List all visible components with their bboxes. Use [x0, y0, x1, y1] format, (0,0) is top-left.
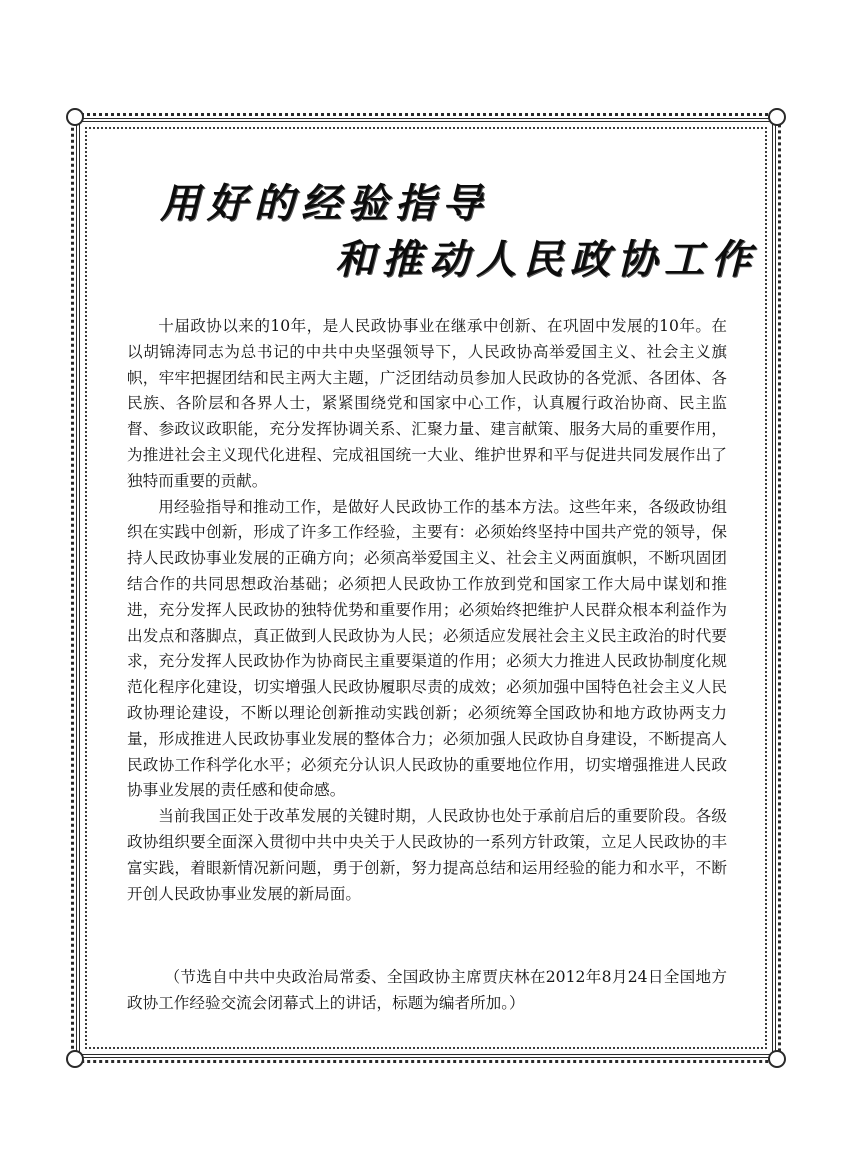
- corner-ornament-icon: [768, 1050, 786, 1068]
- corner-ornament-icon: [66, 1050, 84, 1068]
- corner-ornament-icon: [768, 108, 786, 126]
- page-title-line1: 用好的经验指导: [160, 180, 489, 227]
- source-note-text: （节选自中共中央政治局常委、全国政协主席贾庆林在2012年8月24日全国地方政协工作经验交流会闭幕式上的讲话，标题为编者所加。）: [127, 968, 727, 1012]
- page-title-line2: 和推动人民政协工作: [335, 236, 758, 283]
- article-body: [127, 314, 727, 907]
- source-note: [127, 964, 727, 1016]
- corner-ornament-icon: [66, 108, 84, 126]
- article-paragraph: 用经验指导和推动工作，是做好人民政协工作的基本方法。这些年来，各级政协组织在实践中创新，形成了许多工作经验，主要有：必须始终坚持中国共产党的领导，保持人民政协事业发展的正确方向；必须高举爱国主义、社会主义两面旗帜，不断巩固团结合作的共同思想政治基础；必须把人民政协工作放到党和国家工作大局中谋划和推进，充分发挥人民政协的独特优势和重要作用；必须始终把维护人民群众根本利益作为出发点和落脚点，真正做到人民政协为人民；必须适应发展社会主义民主政治的时代要求，充分发挥人民政协作为协商民主重要渠道的作用；必须大力推进人民政协制度化规范化程序化建设，切实增强人民政协履职尽责的成效；必须加强中国特色社会主义人民政协理论建设，不断以理论创新推动实践创新；必须统筹全国政协和地方政协两支力量，形成推进人民政协事业发展的整体合力；必须加强人民政协自身建设，不断提高人民政协工作科学化水平；必须充分认识人民政协的重要地位作用，切实增强推进人民政协事业发展的责任感和使命感。: [127, 497, 727, 800]
- article-paragraph: 当前我国正处于改革发展的关键时期，人民政协也处于承前启后的重要阶段。各级政协组织要全面深入贯彻中共中央关于人民政协的一系列方针政策，立足人民政协的丰富实践，着眼新情况新问题，勇于创新，努力提高总结和运用经验的能力和水平，不断开创人民政协事业发展的新局面。: [127, 807, 727, 903]
- article-paragraph: 十届政协以来的10年，是人民政协事业在继承中创新、在巩固中发展的10年。在以胡锦涛同志为总书记的中共中央坚强领导下，人民政协高举爱国主义、社会主义旗帜，牢牢把握团结和民主两大主题，广泛团结动员参加人民政协的各党派、各团体、各民族、各阶层和各界人士，紧紧围绕党和国家中心工作，认真履行政治协商、民主监督、参政议政职能，充分发挥协调关系、汇聚力量、建言献策、服务大局的重要作用，为推进社会主义现代化进程、完成祖国统一大业、维护世界和平与促进共同发展作出了独特而重要的贡献。: [127, 317, 727, 490]
